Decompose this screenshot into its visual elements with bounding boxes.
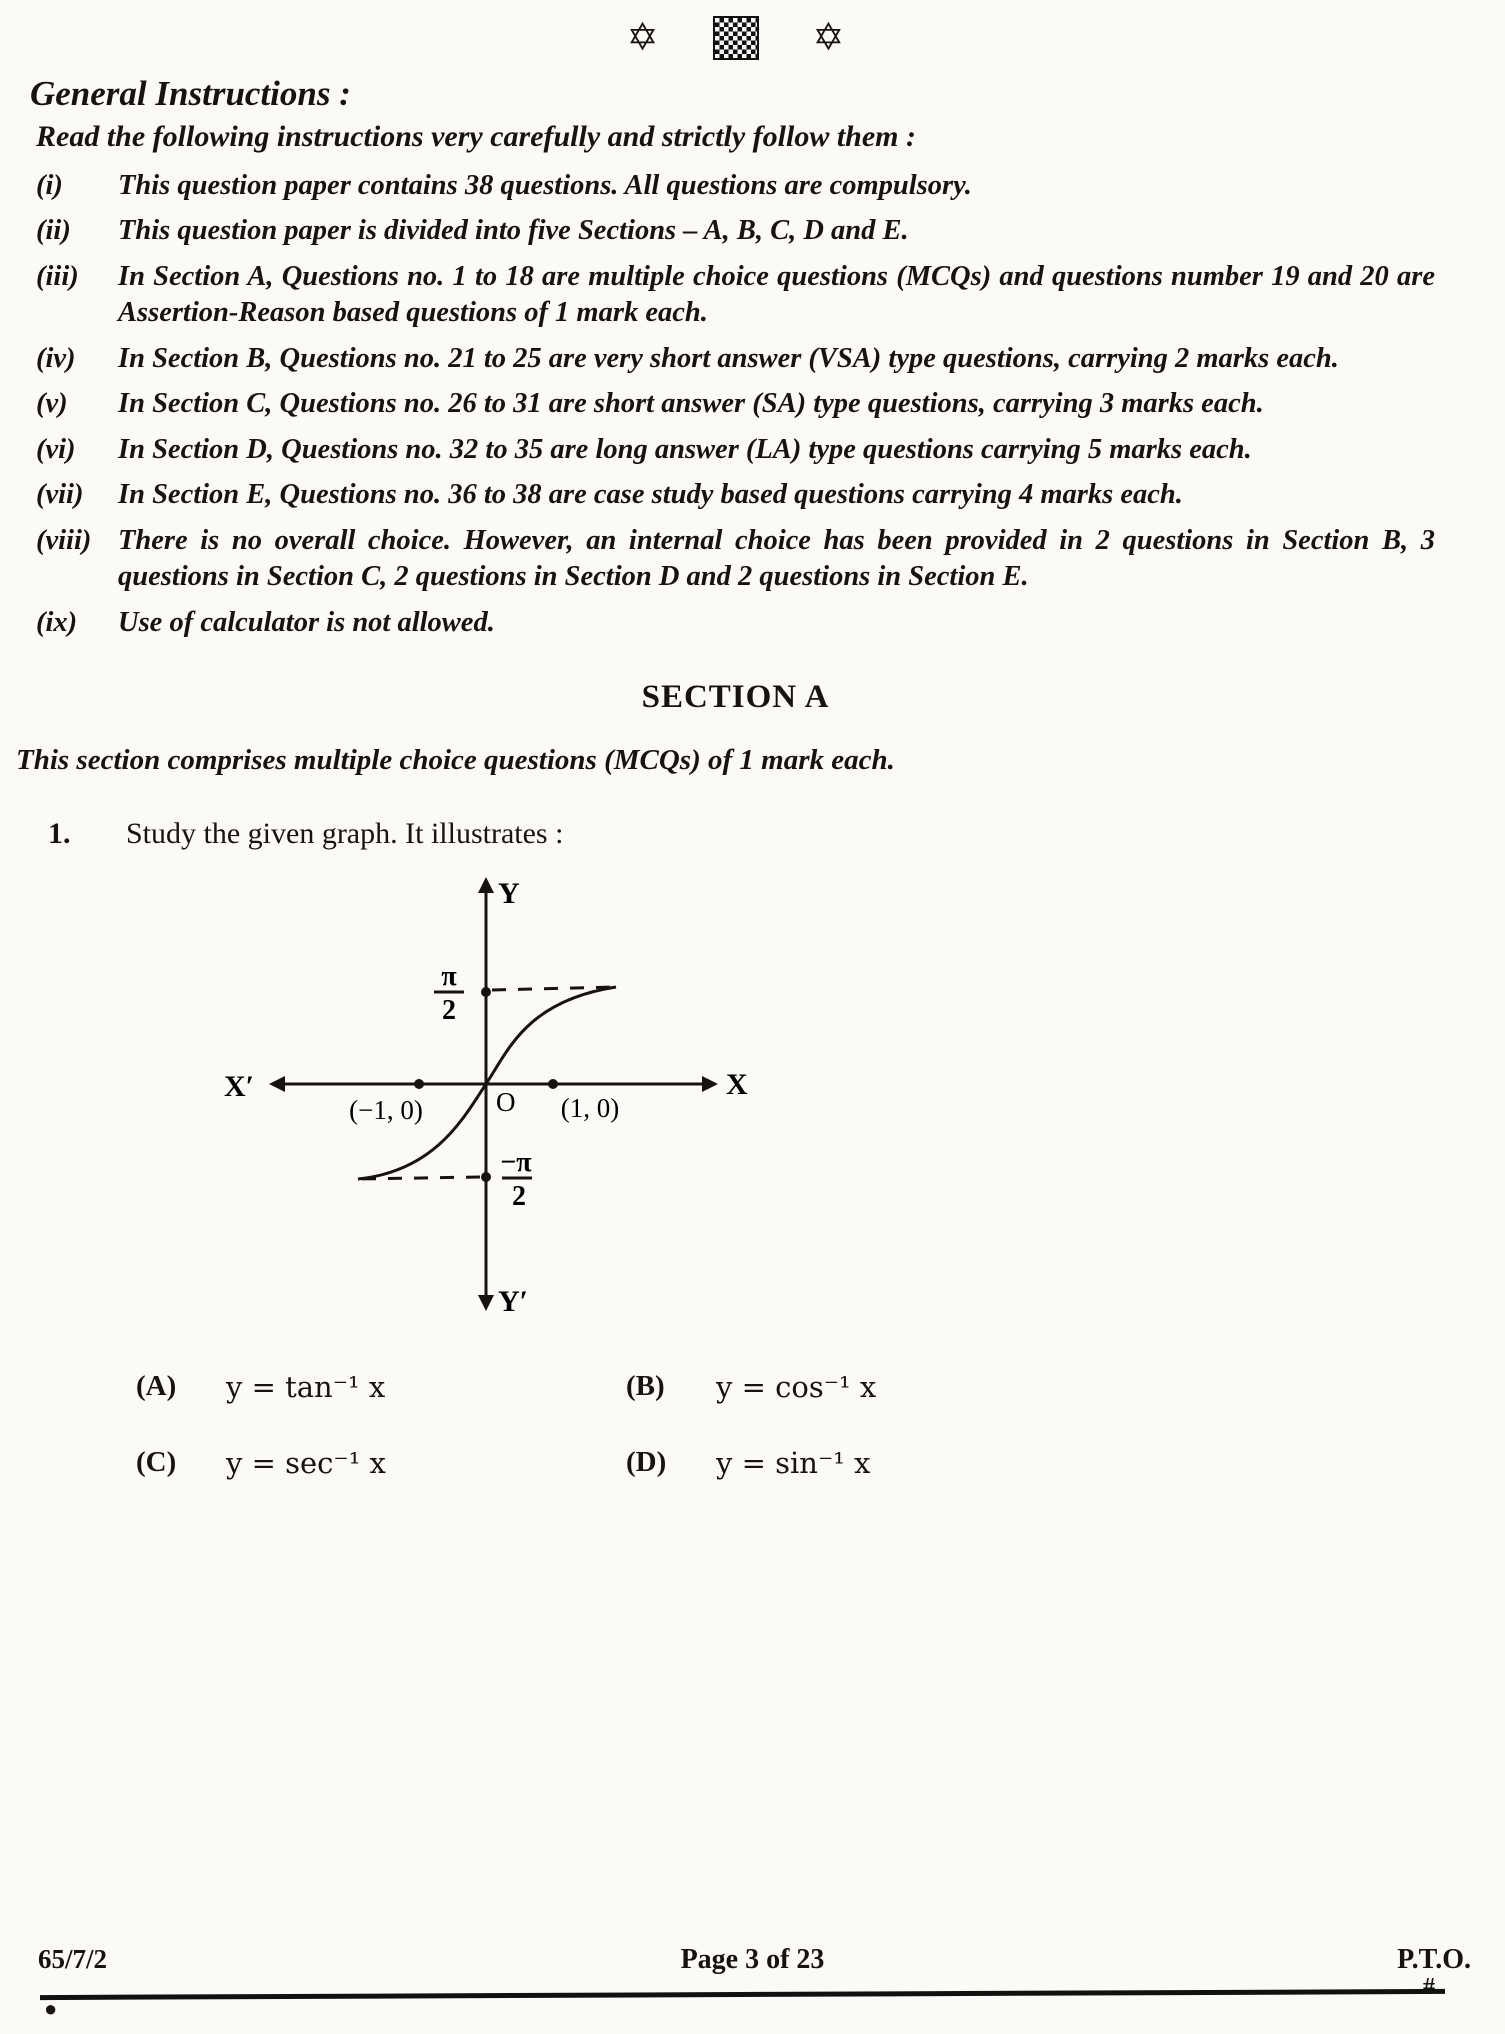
question-text: Study the given graph. It illustrates : <box>126 817 564 851</box>
y-axis-arrow-icon <box>478 877 494 893</box>
item-text: In Section C, Questions no. 26 to 31 are short answer (SA) type questions, carrying 3 marks each. <box>118 388 1264 420</box>
option-b-formula: y = cos⁻¹ x <box>716 1370 877 1405</box>
star-icon: ✡ <box>626 17 659 59</box>
instruction-item <box>36 432 1435 468</box>
instruction-item <box>36 605 1435 641</box>
item-text: In Section D, Questions no. 32 to 35 are long answer (LA) type questions carrying 5 marks each. <box>118 433 1252 465</box>
page-footer <box>0 1944 1505 2034</box>
question-1 <box>36 817 1435 851</box>
y-prime-axis-label: Y′ <box>498 1285 529 1319</box>
neg-pi-over-2-numerator: −π <box>500 1147 532 1179</box>
y-axis-label: Y <box>498 877 520 911</box>
x-prime-axis-label: X′ <box>224 1070 255 1104</box>
item-number: (i) <box>36 170 63 201</box>
neg-pi-over-2-denominator: 2 <box>512 1181 526 1213</box>
origin-label: O <box>496 1087 516 1118</box>
item-text: This question paper is divided into five Sections – A, B, C, D and E. <box>118 215 909 247</box>
instruction-item <box>36 341 1435 377</box>
general-instructions-title: General Instructions : <box>30 74 351 113</box>
point-minus-1-0-label: (−1, 0) <box>349 1095 423 1126</box>
paper-code: 65/7/2 <box>38 1944 108 1974</box>
option-a-formula: y = tan⁻¹ x <box>226 1370 386 1405</box>
x-axis-arrow-icon <box>702 1076 718 1092</box>
item-number: (viii) <box>36 524 92 556</box>
instruction-item <box>36 168 1435 204</box>
option-b-label: (B) <box>626 1370 665 1403</box>
item-text: In Section E, Questions no. 36 to 38 are case study based questions carrying 4 marks each. <box>118 479 1183 511</box>
qr-code-icon <box>715 18 757 58</box>
option-a-label: (A) <box>136 1370 177 1403</box>
item-number: (ii) <box>36 215 71 247</box>
instruction-item <box>36 386 1435 422</box>
item-number: (ix) <box>36 606 78 638</box>
instruction-item <box>36 477 1435 513</box>
options-grid <box>136 1370 1435 1480</box>
page-number: Page 3 of 23 <box>680 1944 825 1975</box>
bullet-mark: ● <box>44 1996 58 2021</box>
question-number: 1. <box>48 817 71 851</box>
instructions-list <box>36 168 1435 641</box>
hash-mark: # <box>1423 1974 1435 2000</box>
x-prime-arrow-icon <box>269 1076 285 1092</box>
item-number: (v) <box>36 388 68 420</box>
point-1-0-label: (1, 0) <box>560 1093 620 1124</box>
instruction-item <box>36 259 1435 332</box>
section-a-title: SECTION A <box>641 679 830 716</box>
question-graph <box>186 859 1435 1344</box>
instruction-item <box>36 523 1435 596</box>
instruction-item <box>36 213 1435 249</box>
footer-rule <box>40 1989 1445 2000</box>
item-text: Use of calculator is not allowed. <box>118 606 495 638</box>
item-text: In Section A, Questions no. 1 to 18 are multiple choice questions (MCQs) and questions number 19 and 20 are Assertion-Reason based questions of 1 mark each. <box>118 260 1435 329</box>
pto-label: P.T.O. <box>1397 1944 1471 1975</box>
option-d-formula: y = sin⁻¹ x <box>716 1446 871 1481</box>
star-icon: ✡ <box>812 17 845 59</box>
item-number: (iii) <box>36 260 79 292</box>
item-text: In Section B, Questions no. 21 to 25 are very short answer (VSA) type questions, carrying 2 marks each. <box>118 342 1339 374</box>
option-d-label: (D) <box>626 1446 667 1479</box>
y-prime-arrow-icon <box>478 1295 494 1311</box>
header-symbols <box>36 12 1435 64</box>
option-c-label: (C) <box>136 1446 177 1479</box>
item-number: (vi) <box>36 433 76 465</box>
item-number: (iv) <box>36 342 76 374</box>
item-number: (vii) <box>36 479 84 511</box>
item-text: This question paper contains 38 questions. All questions are compulsory. <box>118 170 972 201</box>
instructions-intro: Read the following instructions very carefully and strictly follow them : <box>36 120 917 153</box>
pi-over-2-denominator: 2 <box>442 995 456 1027</box>
section-a-subtitle: This section comprises multiple choice questions (MCQs) of 1 mark each. <box>16 744 895 777</box>
option-c-formula: y = sec⁻¹ x <box>226 1446 386 1481</box>
pi-over-2-numerator: π <box>441 961 457 993</box>
graph-svg <box>186 859 886 1339</box>
item-text: There is no overall choice. However, an internal choice has been provided in 2 questions in Section B, 3 questions in Section C, 2 questions in Section D and 2 questions in Section E. <box>118 524 1435 593</box>
x-axis-label: X <box>726 1068 748 1102</box>
